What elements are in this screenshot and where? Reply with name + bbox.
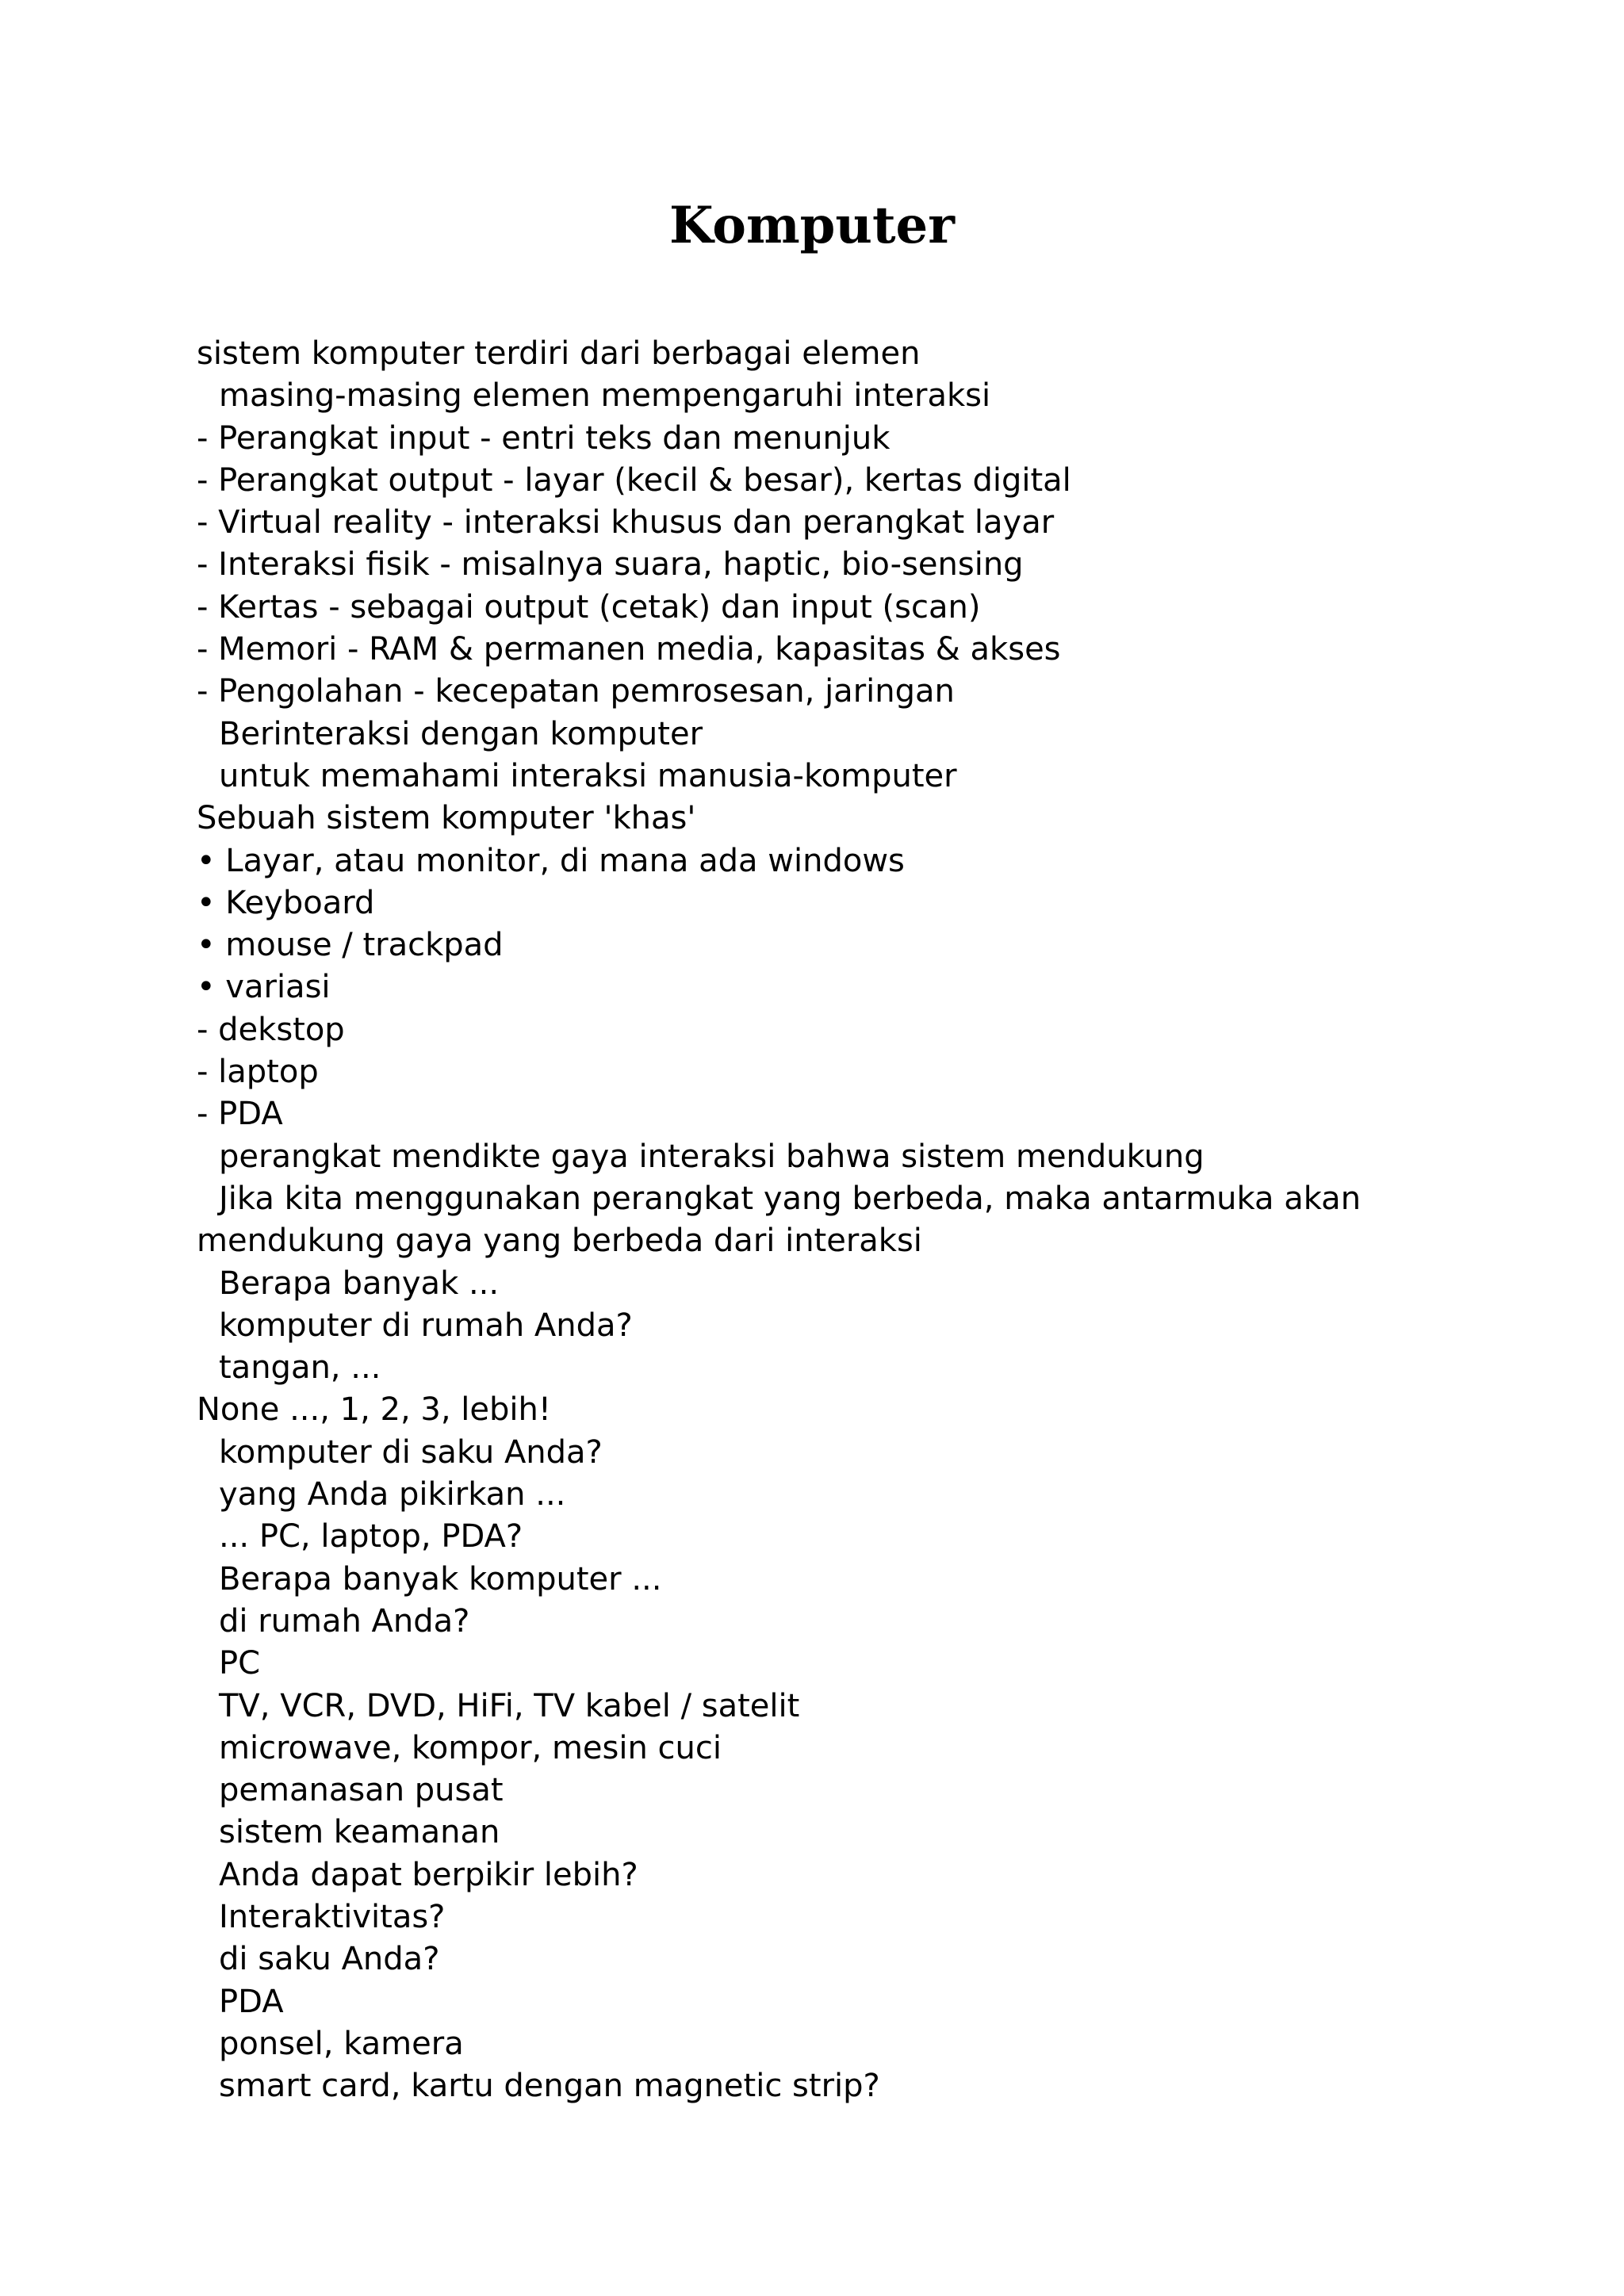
text-line: - Kertas - sebagai output (cetak) dan input (scan) (197, 588, 981, 626)
text-line: microwave, kompor, mesin cuci (219, 1729, 722, 1766)
text-line: - Interaksi fisik - misalnya suara, haptic, bio-sensing (197, 546, 1024, 584)
text-line: komputer di saku Anda? (219, 1433, 603, 1471)
text-line: • Layar, atau monitor, di mana ada windows (197, 842, 905, 879)
text-line: - PDA (197, 1096, 283, 1133)
text-line: ... PC, laptop, PDA? (219, 1518, 523, 1556)
text-line: • mouse / trackpad (197, 927, 504, 964)
text-line: masing-masing elemen mempengaruhi interaksi (219, 377, 991, 415)
text-line: Interaktivitas? (219, 1898, 446, 1935)
text-line: - laptop (197, 1054, 319, 1091)
text-line: mendukung gaya yang berbeda dari interaksi (197, 1223, 922, 1260)
text-line: Berapa banyak ... (219, 1265, 500, 1302)
text-line: Jika kita menggunakan perangkat yang berbeda, maka antarmuka akan (219, 1180, 1362, 1217)
text-line: perangkat mendikte gaya interaksi bahwa sistem mendukung (219, 1138, 1205, 1175)
text-line: sistem komputer terdiri dari berbagai elemen (197, 335, 921, 372)
body-text (197, 333, 1584, 2107)
text-line: sistem keamanan (219, 1814, 500, 1851)
text-line: • variasi (197, 969, 331, 1006)
text-line: - Pengolahan - kecepatan pemrosesan, jaringan (197, 673, 955, 710)
text-line: - Virtual reality - interaksi khusus dan perangkat layar (197, 504, 1055, 541)
text-line: None ..., 1, 2, 3, lebih! (197, 1391, 551, 1429)
text-line: TV, VCR, DVD, HiFi, TV kabel / satelit (219, 1687, 800, 1724)
text-line: smart card, kartu dengan magnetic strip? (219, 2068, 880, 2105)
text-line: ponsel, kamera (219, 2025, 464, 2062)
text-line: - Perangkat output - layar (kecil & besar), kertas digital (197, 461, 1071, 499)
text-line: yang Anda pikirkan ... (219, 1476, 566, 1513)
text-line: - Perangkat input - entri teks dan menunjuk (197, 419, 891, 457)
text-line: Sebuah sistem komputer 'khas' (197, 800, 696, 837)
text-line: untuk memahami interaksi manusia-komputer (219, 757, 957, 794)
text-line: - dekstop (197, 1011, 345, 1048)
text-line: komputer di rumah Anda? (219, 1307, 633, 1344)
text-line: Anda dapat berpikir lebih? (219, 1856, 638, 1893)
text-line: • Keyboard (197, 884, 375, 921)
page-title: Komputer (669, 196, 955, 255)
text-line: - Memori - RAM & permanen media, kapasitas & akses (197, 631, 1061, 668)
text-line: Berapa banyak komputer ... (219, 1560, 662, 1598)
text-line: di rumah Anda? (219, 1602, 470, 1640)
text-line: tangan, ... (219, 1349, 381, 1387)
text-line: di saku Anda? (219, 1941, 440, 1978)
text-line: Berinteraksi dengan komputer (219, 715, 703, 752)
text-line: PDA (219, 1983, 284, 2020)
text-line: pemanasan pusat (219, 1772, 504, 1809)
text-line: PC (219, 1645, 261, 1682)
